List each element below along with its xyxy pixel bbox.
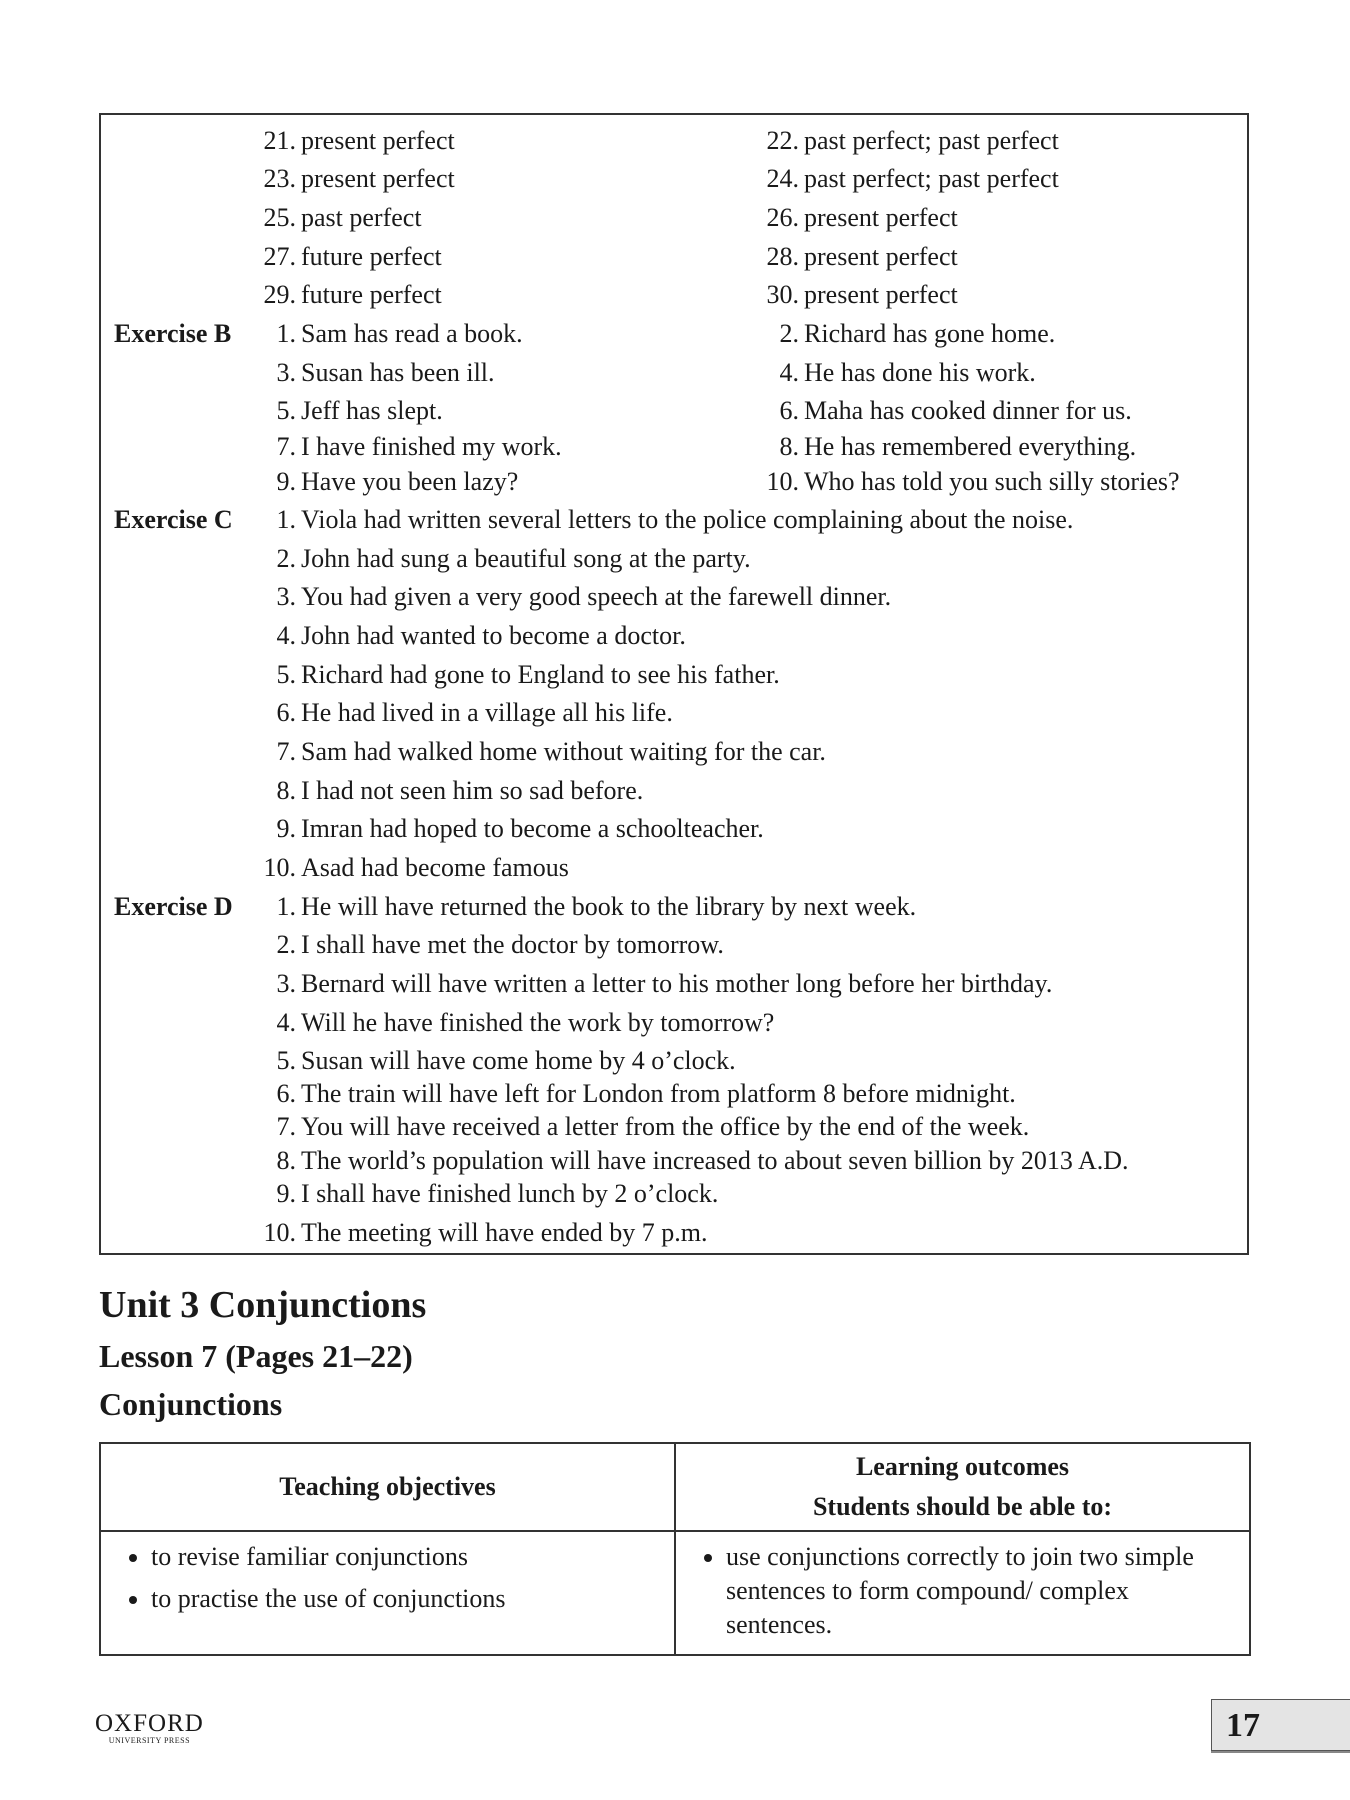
item-answer: He had lived in a village all his life. [301, 698, 673, 727]
item-answer: Sam had walked home without waiting for the car. [301, 737, 826, 766]
answer-row [0, 315, 1350, 353]
answer-row [0, 463, 1350, 501]
objective-item: • to practise the use of conjunctions [151, 1582, 664, 1616]
answer-row [0, 694, 1350, 732]
answer-row [0, 849, 1350, 887]
item-answer: You will have received a letter from the office by the end of the week. [301, 1112, 1030, 1141]
item-number: 2. [276, 930, 296, 959]
item-answer: past perfect; past perfect [804, 164, 1059, 193]
answer-row [0, 1004, 1350, 1042]
answer-row [0, 392, 1350, 430]
teaching-objectives-header: Teaching objectives [100, 1443, 675, 1531]
item-answer: He has remembered everything. [804, 432, 1137, 461]
item-answer: present perfect [804, 203, 958, 232]
outcome-item: • use conjunctions correctly to join two simple sentences to form compound/ complex sentences. [726, 1540, 1239, 1642]
item-number: 3. [276, 969, 296, 998]
item-answer: You had given a very good speech at the farewell dinner. [301, 582, 892, 611]
lesson-title: Lesson 7 (Pages 21–22) [99, 1338, 413, 1374]
topic-title: Conjunctions [99, 1386, 283, 1422]
answer-row [0, 428, 1350, 466]
item-answer: I shall have met the doctor by tomorrow. [301, 930, 724, 959]
item-answer: Will he have finished the work by tomorrow? [301, 1008, 775, 1037]
answer-row [0, 501, 1350, 539]
item-number: 10. [263, 1218, 296, 1247]
page-number: 17 [1211, 1699, 1350, 1751]
item-number: 4. [276, 1008, 296, 1037]
item-number: 8. [276, 1146, 296, 1175]
item-answer: Sam has read a book. [301, 319, 523, 348]
answer-row [0, 656, 1350, 694]
answer-row [0, 276, 1350, 314]
item-number: 21. [263, 126, 296, 155]
learning-outcomes-subtitle: Students should be able to: [812, 1492, 1113, 1521]
item-answer: Who has told you such silly stories? [804, 467, 1180, 496]
item-number: 1. [276, 505, 296, 534]
item-answer: The world’s population will have increased to about seven billion by 2013 A.D. [301, 1146, 1129, 1175]
item-answer: Susan will have come home by 4 o’clock. [301, 1046, 736, 1075]
exercise-label: Exercise C [114, 505, 233, 534]
item-number: 2. [276, 544, 296, 573]
item-number: 5. [276, 1046, 296, 1075]
item-answer: Maha has cooked dinner for us. [804, 396, 1132, 425]
item-number: 30. [766, 280, 799, 309]
objective-item: • to revise familiar conjunctions [151, 1540, 664, 1574]
item-answer: Richard had gone to England to see his father. [301, 660, 780, 689]
item-answer: present perfect [301, 126, 455, 155]
answer-row [0, 199, 1350, 237]
answer-row [0, 1214, 1350, 1252]
answer-row [0, 772, 1350, 810]
answer-row [0, 888, 1350, 926]
item-answer: I have finished my work. [301, 432, 562, 461]
item-answer: future perfect [301, 280, 442, 309]
item-number: 4. [779, 358, 799, 387]
publisher-name: OXFORD [95, 1710, 204, 1737]
item-answer: Viola had written several letters to the police complaining about the noise. [301, 505, 1074, 534]
learning-outcomes-title: Learning outcomes [855, 1452, 1070, 1481]
answer-row [0, 965, 1350, 1003]
item-number: 9. [276, 1179, 296, 1208]
answer-row [0, 540, 1350, 578]
item-number: 6. [276, 1079, 296, 1108]
item-number: 27. [263, 242, 296, 271]
answer-row [0, 238, 1350, 276]
item-number: 3. [276, 358, 296, 387]
item-number: 4. [276, 621, 296, 650]
teaching-objectives-cell [100, 1531, 675, 1655]
item-number: 8. [779, 432, 799, 461]
item-number: 5. [276, 660, 296, 689]
unit-title: Unit 3 Conjunctions [99, 1284, 427, 1326]
answer-row [0, 578, 1350, 616]
learning-outcomes-header [675, 1443, 1250, 1531]
item-answer: He has done his work. [804, 358, 1036, 387]
publisher-subname: UNIVERSITY PRESS [108, 1736, 191, 1745]
answer-row [0, 160, 1350, 198]
item-number: 22. [766, 126, 799, 155]
exercise-label: Exercise D [114, 892, 233, 921]
item-number: 24. [766, 164, 799, 193]
item-number: 6. [276, 698, 296, 727]
item-answer: Have you been lazy? [301, 467, 519, 496]
item-number: 10. [263, 853, 296, 882]
item-answer: Susan has been ill. [301, 358, 495, 387]
item-answer: Bernard will have written a letter to his mother long before her birthday. [301, 969, 1053, 998]
item-number: 6. [779, 396, 799, 425]
learning-outcomes-cell [675, 1531, 1250, 1655]
item-answer: past perfect; past perfect [804, 126, 1059, 155]
item-answer: Imran had hoped to become a schoolteacher. [301, 814, 764, 843]
item-answer: John had sung a beautiful song at the party. [301, 544, 751, 573]
item-number: 29. [263, 280, 296, 309]
item-answer: I shall have finished lunch by 2 o’clock. [301, 1179, 719, 1208]
item-number: 8. [276, 776, 296, 805]
item-answer: present perfect [804, 280, 958, 309]
item-number: 9. [276, 814, 296, 843]
answer-row [0, 617, 1350, 655]
item-number: 28. [766, 242, 799, 271]
item-number: 25. [263, 203, 296, 232]
item-answer: present perfect [301, 164, 455, 193]
item-answer: John had wanted to become a doctor. [301, 621, 686, 650]
item-number: 10. [766, 467, 799, 496]
item-answer: The meeting will have ended by 7 p.m. [301, 1218, 708, 1247]
item-number: 3. [276, 582, 296, 611]
item-number: 1. [276, 319, 296, 348]
exercise-label: Exercise B [114, 319, 232, 348]
item-answer: future perfect [301, 242, 442, 271]
answer-row [0, 810, 1350, 848]
item-number: 2. [779, 319, 799, 348]
objectives-table [99, 1442, 1251, 1656]
answer-row [0, 1108, 1350, 1146]
item-answer: He will have returned the book to the library by next week. [301, 892, 917, 921]
answer-row [0, 733, 1350, 771]
oxford-logo [95, 1712, 204, 1745]
item-answer: past perfect [301, 203, 422, 232]
answer-row [0, 1175, 1350, 1213]
answer-row [0, 926, 1350, 964]
item-answer: Jeff has slept. [301, 396, 443, 425]
item-number: 7. [276, 737, 296, 766]
item-answer: Richard has gone home. [804, 319, 1056, 348]
item-answer: Asad had become famous [301, 853, 569, 882]
item-number: 9. [276, 467, 296, 496]
item-answer: The train will have left for London from platform 8 before midnight. [301, 1079, 1016, 1108]
item-number: 1. [276, 892, 296, 921]
item-number: 23. [263, 164, 296, 193]
item-answer: present perfect [804, 242, 958, 271]
item-answer: I had not seen him so sad before. [301, 776, 644, 805]
item-number: 7. [276, 432, 296, 461]
answer-row [0, 122, 1350, 160]
item-number: 5. [276, 396, 296, 425]
answer-row [0, 354, 1350, 392]
item-number: 7. [276, 1112, 296, 1141]
item-number: 26. [766, 203, 799, 232]
